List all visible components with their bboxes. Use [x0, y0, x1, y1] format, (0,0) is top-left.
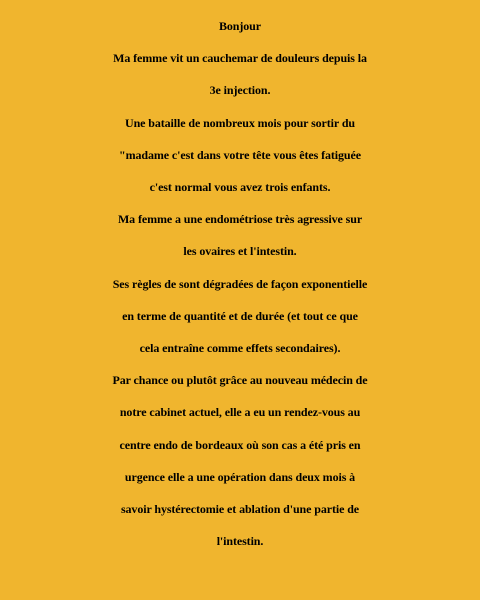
- text-line: 3e injection.: [209, 83, 271, 98]
- text-line: Ses règles de sont dégradées de façon exponentielle: [112, 276, 368, 291]
- text-line: l'intestin.: [216, 534, 264, 549]
- text-line: centre endo de bordeaux où son cas a été pris en: [119, 437, 361, 452]
- text-line: "madame c'est dans votre tête vous êtes fatiguée: [119, 147, 361, 162]
- text-line: les ovaires et l'intestin.: [183, 244, 297, 259]
- text-line: cela entraîne comme effets secondaires).: [139, 341, 341, 356]
- text-line: Par chance ou plutôt grâce au nouveau médecin de: [112, 373, 368, 388]
- text-line: c'est normal vous avez trois enfants.: [149, 180, 331, 195]
- text-line: Ma femme a une endométriose très agressive sur: [117, 212, 363, 227]
- text-line: notre cabinet actuel, elle a eu un rendez-vous au: [119, 405, 361, 420]
- text-line: Une bataille de nombreux mois pour sortir du: [125, 115, 355, 130]
- greeting-line: Bonjour: [219, 19, 261, 33]
- text-line: savoir hystérectomie et ablation d'une partie de: [120, 502, 360, 517]
- text-line: Ma femme vit un cauchemar de douleurs depuis la: [113, 51, 367, 66]
- text-line: urgence elle a une opération dans deux mois à: [124, 469, 356, 484]
- text-line: en terme de quantité et de durée (et tout ce que: [122, 308, 358, 323]
